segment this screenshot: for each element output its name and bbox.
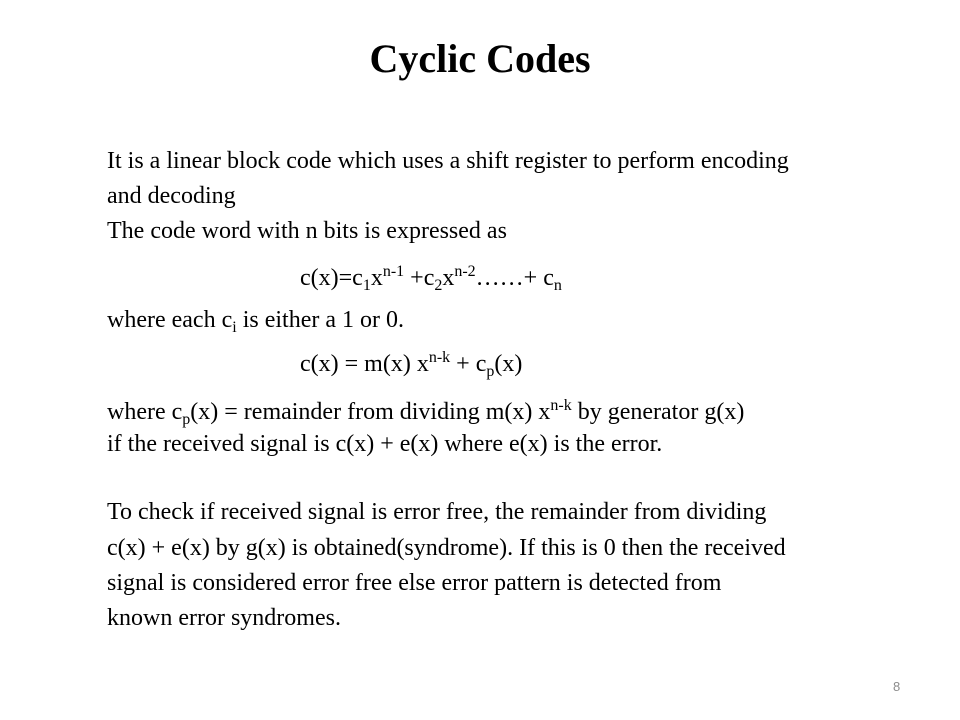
- eq1-exponent: n-2: [454, 263, 476, 280]
- where-ci-subscript: i: [232, 319, 237, 336]
- intro-line-2: and decoding: [107, 183, 236, 209]
- where-cp-part: (x) = remainder from dividing m(x) x: [190, 399, 551, 425]
- where-cp-exponent: n-k: [550, 397, 572, 414]
- check-line-3: signal is considered error free else error pattern is detected from: [107, 570, 722, 596]
- eq1-subscript: 2: [434, 277, 443, 294]
- where-ci-line: [107, 305, 404, 335]
- eq1-part: c(x)=c: [300, 265, 363, 291]
- eq1-subscript: n: [553, 277, 562, 294]
- eq2-part: + c: [450, 351, 487, 377]
- eq1-subscript: 1: [362, 277, 371, 294]
- eq2-part: c(x) = m(x) x: [300, 351, 429, 377]
- check-line-4: known error syndromes.: [107, 605, 341, 631]
- page-number: 8: [893, 679, 901, 694]
- eq2-part: (x): [494, 351, 523, 377]
- eq2-subscript: p: [486, 363, 495, 380]
- eq1-part: x: [442, 265, 455, 291]
- check-line-1: To check if received signal is error free, the remainder from dividing: [107, 499, 767, 525]
- encoding-equation: [300, 349, 522, 379]
- eq1-part: ……+ c: [475, 265, 554, 291]
- check-line-2: c(x) + e(x) by g(x) is obtained(syndrome). If this is 0 then the received: [107, 535, 786, 561]
- eq2-exponent: n-k: [428, 349, 451, 366]
- eq1-part: +c: [404, 265, 435, 291]
- codeword-polynomial-equation: [300, 263, 562, 293]
- where-cp-subscript: p: [182, 411, 191, 428]
- where-cp-part: where c: [107, 399, 183, 425]
- codeword-line: The code word with n bits is expressed as: [107, 218, 507, 244]
- received-signal-line: if the received signal is c(x) + e(x) where e(x) is the error.: [107, 431, 663, 457]
- where-cp-part: by generator g(x): [571, 399, 745, 425]
- where-ci-part: is either a 1 or 0.: [236, 307, 404, 333]
- intro-line-1: It is a linear block code which uses a shift register to perform encoding: [107, 148, 789, 174]
- eq1-exponent: n-1: [382, 263, 405, 280]
- where-ci-part: where each c: [107, 307, 233, 333]
- eq1-part: x: [370, 265, 383, 291]
- page-title: Cyclic Codes: [369, 36, 591, 81]
- where-cp-line: [107, 397, 744, 427]
